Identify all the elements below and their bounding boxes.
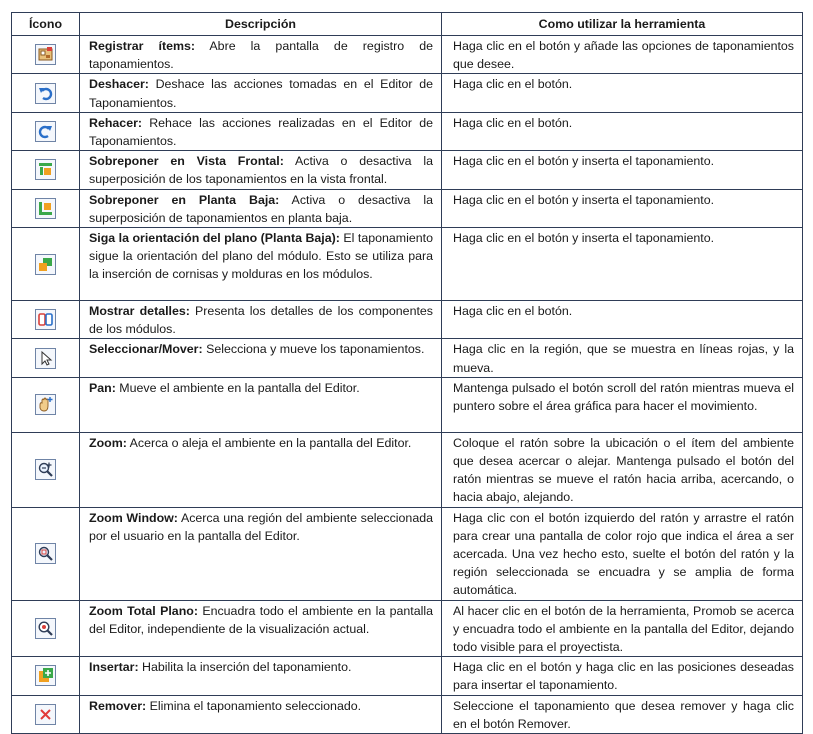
table-row bbox=[12, 695, 803, 733]
remove-icon bbox=[35, 704, 56, 725]
tool-usage: Mantenga pulsado el botón scroll del ratón mientras mueva el puntero sobre el área gráfica para hacer el movimiento. bbox=[442, 377, 803, 432]
tool-usage: Coloque el ratón sobre la ubicación o el ítem del ambiente que desea acercar o alejar. Mantenga pulsado el botón del ratón mientras se mueve el ratón hacia arriba, acercando, o hacia abajo, alejando. bbox=[442, 432, 803, 507]
tool-description: Activa o desactiva la superposición de taponamientos en planta baja. bbox=[89, 192, 433, 225]
insert-icon bbox=[35, 665, 56, 686]
tool-description: Mueve el ambiente en la pantalla del Editor. bbox=[115, 380, 360, 395]
floor-plan-overlay-icon bbox=[35, 198, 56, 219]
tool-name: Zoom: bbox=[89, 435, 127, 450]
tool-usage: Haga clic en el botón y haga clic en las posiciones deseadas para insertar el taponamiento. bbox=[442, 657, 803, 695]
tool-name: Sobreponer en Planta Baja: bbox=[89, 192, 280, 207]
tool-name: Sobreponer en Vista Frontal: bbox=[89, 154, 284, 169]
tool-usage: Haga clic en el botón. bbox=[442, 112, 803, 150]
tool-name: Zoom Total Plano: bbox=[89, 603, 198, 618]
header-icon: Ícono bbox=[12, 13, 80, 36]
tool-description: Activa o desactiva la superposición de los taponamientos en la vista frontal. bbox=[89, 154, 434, 187]
plane-orientation-icon bbox=[35, 254, 56, 275]
header-row bbox=[12, 13, 803, 36]
front-view-overlay-icon bbox=[35, 159, 56, 180]
tool-usage: Haga clic con el botón izquierdo del ratón y arrastre el ratón para crear una pantalla de color rojo que indica el área a ser acercada. Una vez hecho esto, suelte el botón del ratón y la región seleccionada se encuadra y se amplia de forma automática. bbox=[442, 507, 803, 600]
tool-description: Abre la pantalla de registro de taponamientos. bbox=[89, 39, 433, 72]
header-usage: Como utilizar la herramienta bbox=[442, 13, 803, 36]
tool-usage: Haga clic en el botón y añade las opciones de taponamientos que desee. bbox=[442, 36, 803, 74]
table-row bbox=[12, 74, 803, 112]
table-row bbox=[12, 507, 803, 600]
table-row bbox=[12, 377, 803, 432]
tool-name: Registrar ítems: bbox=[89, 39, 195, 53]
tool-description: Acerca una región del ambiente seleccionada por el usuario en la pantalla del Editor. bbox=[89, 510, 433, 543]
zoom-total-icon bbox=[35, 618, 56, 639]
tool-name: Rehacer: bbox=[89, 115, 143, 130]
select-move-icon bbox=[35, 348, 56, 369]
table-row bbox=[12, 301, 803, 339]
show-details-icon bbox=[35, 309, 56, 330]
tool-name: Mostrar detalles: bbox=[89, 304, 190, 319]
table-row bbox=[12, 657, 803, 695]
tool-description: Habilita la inserción del taponamiento. bbox=[138, 660, 352, 675]
tool-description: El taponamiento sigue la orientación del plano del módulo. Esto se utiliza para la inserción de cornisas y molduras en los módulos. bbox=[89, 231, 433, 282]
header-description: Descripción bbox=[80, 13, 442, 36]
tool-usage: Haga clic en el botón. bbox=[442, 74, 803, 112]
tool-description: Presenta los detalles de los componentes de los módulos. bbox=[89, 304, 433, 337]
tool-usage: Haga clic en el botón y inserta el taponamiento. bbox=[442, 228, 803, 301]
tools-table bbox=[11, 12, 803, 734]
tool-description: Encuadra todo el ambiente en la pantalla del Editor, independiente de la visualización actual. bbox=[89, 603, 434, 636]
tool-description: Elimina el taponamiento seleccionado. bbox=[146, 698, 362, 713]
tool-name: Zoom Window: bbox=[89, 510, 178, 525]
tool-name: Insertar: bbox=[89, 660, 139, 675]
tool-description: Selecciona y mueve los taponamientos. bbox=[202, 342, 425, 357]
tool-description: Rehace las acciones realizadas en el Editor de Taponamientos. bbox=[89, 115, 433, 149]
tool-usage: Haga clic en el botón y inserta el taponamiento. bbox=[442, 151, 803, 189]
tool-usage: Seleccione el taponamiento que desea remover y haga clic en el botón Remover. bbox=[442, 695, 803, 733]
table-row bbox=[12, 151, 803, 189]
tool-description: Acerca o aleja el ambiente en la pantalla del Editor. bbox=[126, 435, 412, 450]
tool-name: Pan: bbox=[89, 380, 116, 395]
tool-usage: Al hacer clic en el botón de la herramienta, Promob se acerca y encuadra todo el ambiente en la pantalla del Editor, dejando todo visible para el proyectista. bbox=[442, 600, 803, 657]
table-row bbox=[12, 432, 803, 507]
table-row bbox=[12, 339, 803, 377]
tool-usage: Haga clic en el botón. bbox=[442, 301, 803, 339]
tool-name: Remover: bbox=[89, 698, 147, 713]
tool-name: Siga la orientación del plano (Planta Baja): bbox=[89, 231, 340, 246]
table-row bbox=[12, 112, 803, 150]
table-row bbox=[12, 36, 803, 74]
redo-icon bbox=[35, 121, 56, 142]
tool-description: Deshace las acciones tomadas en el Editor de Taponamientos. bbox=[89, 77, 433, 110]
tool-name: Seleccionar/Mover: bbox=[89, 342, 203, 357]
zoom-icon bbox=[35, 459, 56, 480]
pan-hand-icon bbox=[35, 394, 56, 415]
zoom-window-icon bbox=[35, 543, 56, 564]
table-row bbox=[12, 228, 803, 301]
tool-name: Deshacer: bbox=[89, 77, 149, 92]
table-row bbox=[12, 600, 803, 657]
tool-usage: Haga clic en el botón y inserta el taponamiento. bbox=[442, 189, 803, 227]
undo-icon bbox=[35, 83, 56, 104]
table-row bbox=[12, 189, 803, 227]
tool-usage: Haga clic en la región, que se muestra en líneas rojas, y la mueva. bbox=[442, 339, 803, 377]
register-items-icon bbox=[35, 44, 56, 65]
